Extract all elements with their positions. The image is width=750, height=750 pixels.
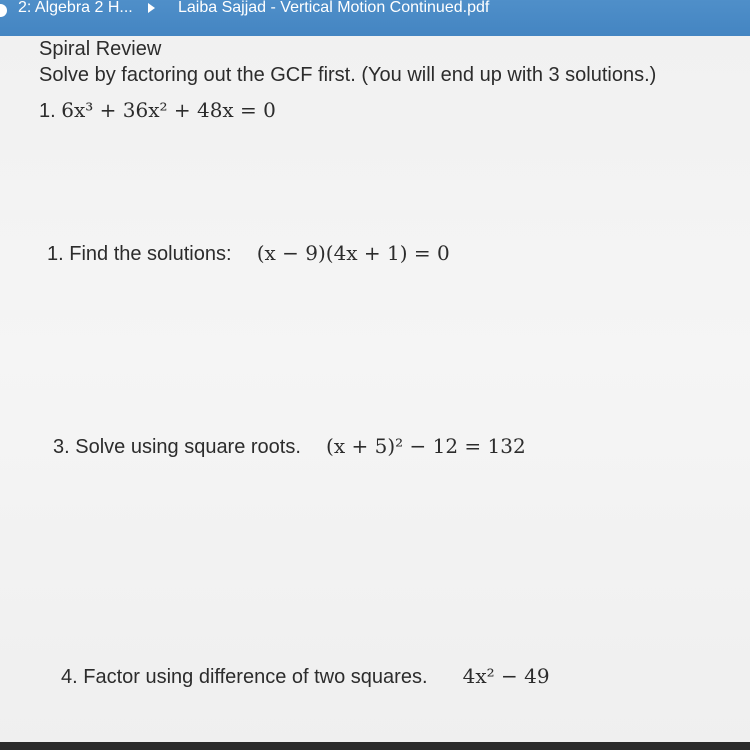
- problem-square-roots: [53, 434, 526, 459]
- pdf-page: [0, 36, 750, 750]
- problem-gcf-number: 1.: [39, 100, 56, 122]
- title-bar: [0, 0, 750, 36]
- chevron-right-icon: [148, 3, 155, 13]
- section-heading: Spiral Review: [39, 38, 162, 60]
- problem-find-solutions: [47, 241, 450, 266]
- instruction-text: Solve by factoring out the GCF first. (You will end up with 3 solutions.): [39, 64, 657, 86]
- app-icon: [0, 4, 7, 17]
- problem-difference-squares-prompt: 4. Factor using difference of two squares.: [61, 666, 428, 688]
- screen-bottom-edge: [0, 742, 750, 750]
- problem-square-roots-equation: (x + 5)² − 12 = 132: [326, 434, 526, 458]
- problem-difference-squares-expression: 4x² − 49: [462, 664, 550, 688]
- breadcrumb[interactable]: 2: Algebra 2 H...: [18, 0, 133, 16]
- problem-find-solutions-equation: (x − 9)(4x + 1) = 0: [256, 241, 450, 265]
- problem-find-solutions-prompt: 1. Find the solutions:: [47, 243, 232, 265]
- problem-gcf-equation: 6x³ + 36x² + 48x = 0: [61, 98, 276, 122]
- problem-gcf: [39, 98, 276, 123]
- file-title: Laiba Sajjad - Vertical Motion Continued.pdf: [178, 0, 490, 16]
- problem-difference-squares: [61, 664, 550, 689]
- problem-square-roots-prompt: 3. Solve using square roots.: [53, 436, 301, 458]
